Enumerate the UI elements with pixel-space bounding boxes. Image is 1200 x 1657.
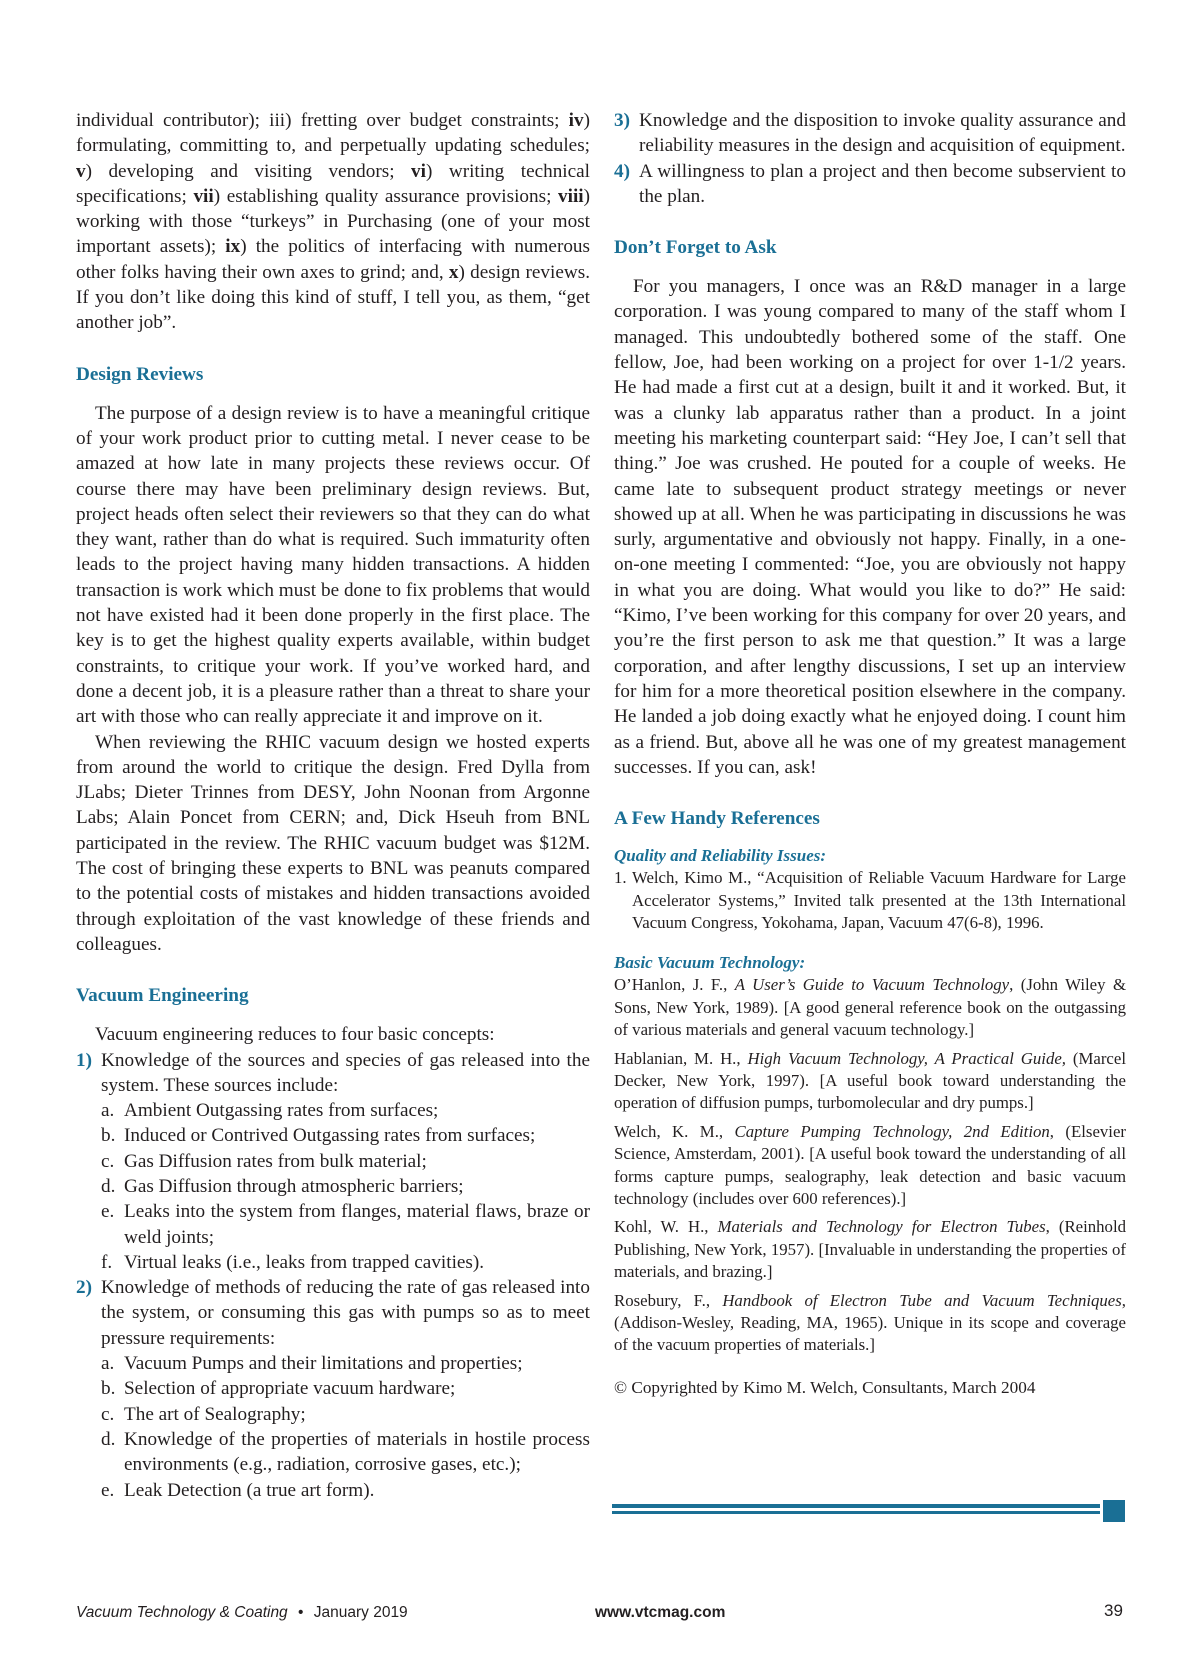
sub-item-text: Vacuum Pumps and their limitations and properties; [124, 1353, 523, 1375]
sub-item-letter: c. [101, 1403, 115, 1425]
sub-item-text: Virtual leaks (i.e., leaks from trapped cavities). [124, 1251, 485, 1273]
basic-references [614, 974, 1126, 1357]
sub-item-letter: d. [101, 1428, 116, 1450]
sub-item-letter: b. [101, 1125, 116, 1147]
intro-segment: ) design reviews. If you don’t like doing this kind of stuff, I tell you, as them, “get another job”. [76, 261, 590, 334]
sub-item-text: Gas Diffusion through atmospheric barriers; [124, 1175, 464, 1197]
dont-forget-to-ask-paragraph: For you managers, I once was an R&D manager in a large corporation. I was young compared to many of the staff whom I managed. This undoubtedly bothered some of the staff. One fellow, Joe, had been working on a project for over 1-1/2 years. He had made a first cut at a design, built it and it worked. But, it was a clunky lab apparatus rather than a product. In a joint meeting his marketing counterpart said: “Hey Joe, I can’t sell that thing.” Joe was crushed. He pouted for a couple of weeks. He came late to subsequent product strategy meetings or never showed up at all. When he was participating in discussions he was surly, argumentative and obviously not happy. Finally, in a one-on-one meeting I commented: “Joe, you are obviously not happy in what you are doing. What would you like to do?” He said: “Kimo, I’ve been working for this company for over 20 years, and you’re the first person to ask me that question.” It was a large corporation, and after lengthy discussions, I set up an interview for him for a more theoretical position elsewhere in the company. He landed a job doing exactly what he enjoyed doing. I count him as a friend. But, above all he was one of my greatest management successes. If you can, ask! [614, 276, 1126, 778]
reference-entry [614, 1048, 1126, 1115]
concept-number: 2) [76, 1277, 92, 1299]
sub-item-letter: a. [101, 1353, 115, 1375]
reference-details: , (Addison-Wesley, Reading, MA, 1965). Unique in its scope and coverage of the vacuum properties of materials.] [614, 1290, 1126, 1355]
intro-segment: individual contributor); iii) fretting over budget constraints; [76, 110, 569, 131]
intro-segment: ) formulating, committing to, and perpetually updating schedules; [76, 110, 590, 157]
footer-url[interactable]: www.vtcmag.com [595, 1604, 726, 1621]
intro-segment: ) working with those “turkeys” in Purchasing (one of your most important assets); [76, 185, 590, 258]
concept-number: 3) [614, 110, 630, 131]
sub-item [101, 1427, 590, 1478]
sub-item-text: Leaks into the system from flanges, material flaws, braze or weld joints; [124, 1201, 590, 1248]
sub-item-letter: f. [101, 1251, 113, 1273]
reference-author: O’Hanlon, J. F., [614, 975, 735, 995]
concept-text: Knowledge of methods of reducing the rate of gas released into the system, or consuming this gas with pumps so as to meet pressure requirements: [101, 1277, 590, 1349]
intro-segment: ) writing technical specifications; [76, 160, 590, 207]
reference-details: , (Elsevier Science, Amsterdam, 2001). [A useful book toward the understanding of all forms capture pumps, sealography, leak detection and basic vacuum technology (includes over 600 references).] [614, 1121, 1126, 1208]
sub-item [101, 1402, 590, 1427]
concept-text: A willingness to plan a project and then become subservient to the plan. [639, 160, 1126, 207]
concept-item [76, 1275, 590, 1503]
design-reviews-heading: Design Reviews [76, 363, 204, 385]
intro-segment: ix [225, 236, 241, 258]
decorative-rule [612, 1504, 1100, 1517]
concept-number: 1) [76, 1049, 92, 1071]
sub-item-text: Selection of appropriate vacuum hardware; [124, 1378, 456, 1400]
reference-entry [614, 1216, 1126, 1283]
concept-text: Knowledge and the disposition to invoke quality assurance and reliability measures in the design and acquisition of equipment. [639, 110, 1126, 157]
vacuum-engineering-intro: Vacuum engineering reduces to four basic concepts: [95, 1024, 495, 1046]
page-number: 39 [1104, 1601, 1123, 1620]
intro-paragraph [76, 108, 590, 336]
sub-item [101, 1478, 590, 1503]
copyright-notice: © Copyrighted by Kimo M. Welch, Consultants, March 2004 [614, 1377, 1036, 1397]
reference-title: Materials and Technology for Electron Tubes [717, 1217, 1046, 1237]
sub-item [101, 1376, 590, 1401]
intro-segment: iv [568, 110, 584, 131]
sub-item-letter: a. [101, 1100, 115, 1122]
intro-segment: ) the politics of interfacing with numerous other folks having their own axes to grind; and, [76, 236, 590, 283]
reference-author: Kohl, W. H., [614, 1217, 718, 1237]
sub-item-letter: e. [101, 1201, 115, 1223]
sub-item-text: Induced or Contrived Outgassing rates from surfaces; [124, 1125, 536, 1147]
sub-item-text: Leak Detection (a true art form). [124, 1479, 375, 1501]
sub-item [101, 1149, 590, 1174]
reference-details: , (Reinhold Publishing, New York, 1957). [Invaluable in understanding the properties of materials, and brazing.] [614, 1217, 1126, 1282]
sub-item-text: Ambient Outgassing rates from surfaces; [124, 1100, 439, 1122]
reference-title: Handbook of Electron Tube and Vacuum Techniques [722, 1290, 1122, 1310]
concept-text: Knowledge of the sources and species of gas released into the system. These sources include: [101, 1049, 590, 1096]
intro-segment: ) developing and visiting vendors; [85, 160, 412, 182]
concept-item [76, 1048, 590, 1276]
reference-details: , (John Wiley & Sons, New York, 1989). [A good general reference book on the outgassing of various materials and general vacuum technology.] [614, 975, 1127, 1040]
reference-author: Hablanian, M. H., [614, 1048, 748, 1068]
intro-segment: x [448, 261, 459, 283]
intro-segment: viii [558, 185, 584, 207]
sub-item [101, 1174, 590, 1199]
sub-item-text: Knowledge of the properties of materials in hostile process environments (e.g., radiation, corrosive gases, etc.); [124, 1428, 590, 1476]
sub-item [101, 1123, 590, 1148]
sub-item-letter: d. [101, 1175, 116, 1197]
sub-item-text: Gas Diffusion rates from bulk material; [124, 1150, 427, 1172]
design-reviews-paragraph-1: The purpose of a design review is to have a meaningful critique of your work product prior to cutting metal. I never cease to be amazed at how late in many projects these reviews occur. Of course there may have been preliminary design reviews. But, project heads often select their reviewers so that they can do what they want, rather than do what is required. Such immaturity often leads to the project having many hidden transactions. A hidden transaction is work which must be done to fix problems that would not have existed had it been done properly in the first place. The key is to get the highest quality experts available, within budget constraints, to critique your work. If you’ve worked hard, and done a decent job, it is a pleasure rather than a threat to share your art with those who can really appreciate it and improve on it. [76, 402, 590, 728]
intro-segment: v [76, 160, 86, 182]
right-column [614, 108, 1126, 1399]
vacuum-engineering-heading: Vacuum Engineering [76, 985, 249, 1007]
sub-list [101, 1098, 590, 1275]
decorative-square [1103, 1500, 1125, 1522]
sub-item-letter: b. [101, 1378, 116, 1400]
quality-reference: 1. Welch, Kimo M., “Acquisition of Reliable Vacuum Hardware for Large Accelerator Systems,” Invited talk presented at the 13th International Vacuum Congress, Yokohama, Japan, Vacuum 47(6-8), 1996. [614, 868, 1126, 932]
concepts-list-continued [614, 108, 1126, 209]
references-heading: A Few Handy References [614, 808, 820, 830]
reference-title: Capture Pumping Technology, 2nd Edition [734, 1121, 1050, 1141]
footer-bullet: • [298, 1604, 304, 1621]
reference-details: (Marcel Decker, New York, 1997). [A useful book toward understanding the operation of diffusion pumps, turbomolecular and dry pumps.] [614, 1048, 1126, 1113]
intro-segment: vii [193, 185, 214, 207]
reference-entry [614, 974, 1126, 1041]
reference-title: High Vacuum Technology, A Practical Guide, [747, 1048, 1066, 1068]
concepts-list [76, 1048, 590, 1503]
reference-entry [614, 1290, 1126, 1357]
basic-vacuum-subhead: Basic Vacuum Technology: [614, 953, 806, 973]
left-column [76, 108, 590, 1503]
concept-item [614, 108, 1126, 159]
sub-item-letter: e. [101, 1479, 115, 1501]
reference-title: A User’s Guide to Vacuum Technology [734, 975, 1010, 995]
sub-item [101, 1098, 590, 1123]
concept-item [614, 159, 1126, 210]
issue-date: January 2019 [313, 1604, 408, 1621]
design-reviews-paragraph-2: When reviewing the RHIC vacuum design we hosted experts from around the world to critique the design. Fred Dylla from JLabs; Dieter Trinnes from DESY, John Noonan from Argonne Labs; Alain Poncet from CERN; and, Dick Hseuh from BNL participated in the review. The RHIC vacuum budget was $12M. The cost of bringing these experts to BNL was peanuts compared to the potential costs of mistakes and hidden transactions avoided through exploitation of the vast knowledge of these friends and colleagues. [76, 731, 590, 955]
sub-list [101, 1351, 590, 1503]
concept-number: 4) [614, 160, 630, 182]
reference-author: Welch, K. M., [614, 1121, 735, 1141]
dont-forget-to-ask-heading: Don’t Forget to Ask [614, 237, 777, 259]
sub-item [101, 1351, 590, 1376]
footer-publication [76, 1603, 408, 1623]
sub-item [101, 1250, 590, 1275]
reference-entry [614, 1121, 1126, 1211]
publication-name: Vacuum Technology & Coating [76, 1604, 288, 1621]
intro-segment: ) establishing quality assurance provisions; [213, 185, 559, 207]
sub-item-letter: c. [101, 1150, 115, 1172]
reference-author: Rosebury, F., [614, 1290, 723, 1310]
sub-item-text: The art of Sealography; [124, 1403, 306, 1425]
sub-item [101, 1199, 590, 1250]
intro-segment: vi [411, 160, 426, 182]
quality-reliability-subhead: Quality and Reliability Issues: [614, 846, 827, 866]
